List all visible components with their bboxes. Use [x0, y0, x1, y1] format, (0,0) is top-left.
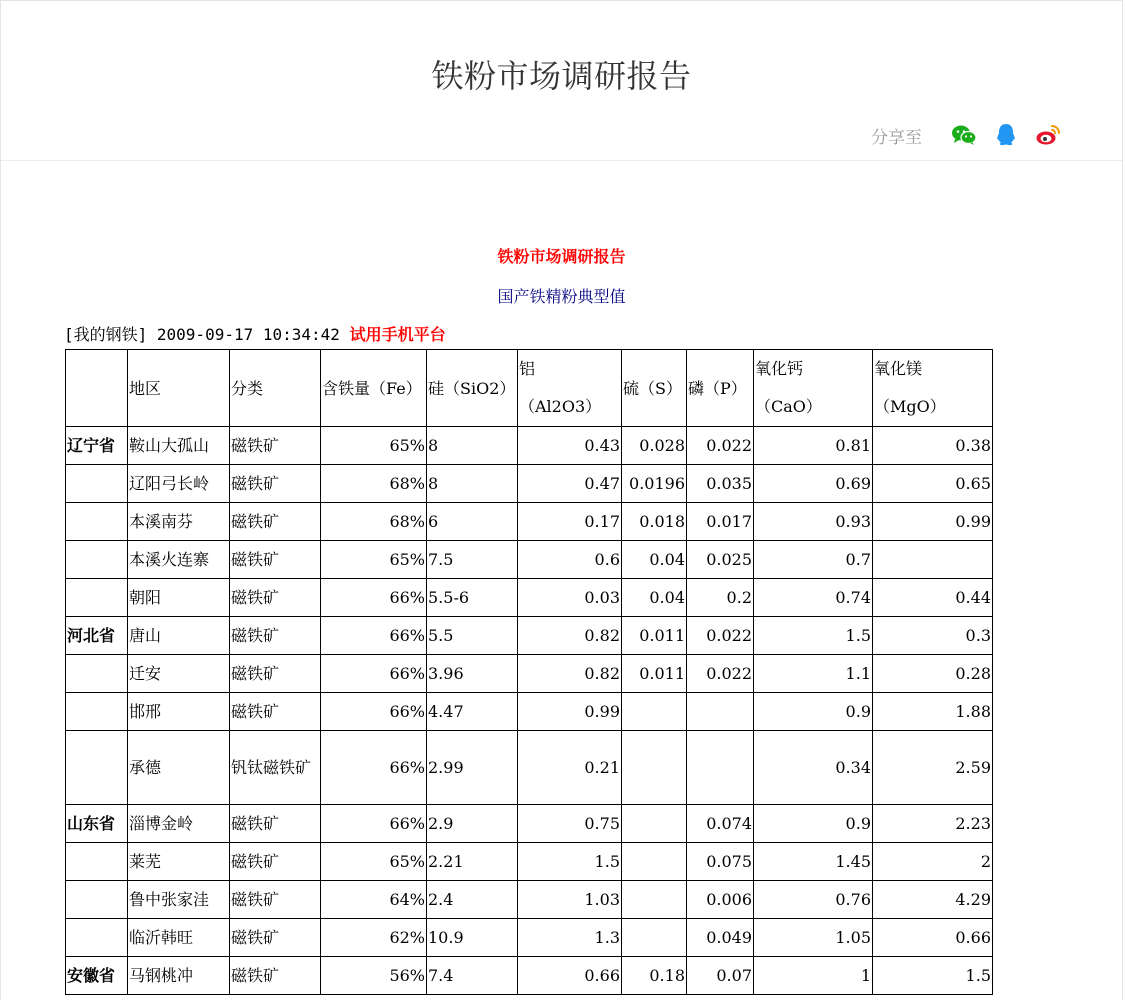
cell-al2o3: 1.03: [518, 881, 622, 919]
cell-ore-type: 磁铁矿: [230, 503, 321, 541]
cell-p: 0.025: [687, 541, 754, 579]
cell-p: 0.022: [687, 427, 754, 465]
cell-cao: 0.74: [754, 579, 873, 617]
cell-fe: 65%: [321, 843, 427, 881]
cell-ore-type: 磁铁矿: [230, 579, 321, 617]
cell-fe: 65%: [321, 541, 427, 579]
table-row: [66, 503, 993, 541]
cell-mgo: 1.5: [873, 957, 993, 995]
cell-region: 承德: [128, 731, 230, 805]
header-mgo-line1: 氧化镁: [874, 359, 923, 378]
cell-fe: 56%: [321, 957, 427, 995]
cell-cao: 0.76: [754, 881, 873, 919]
cell-s: [622, 731, 687, 805]
table-row: [66, 731, 993, 805]
header-cell-sio2: 硅（SiO2）: [427, 350, 518, 427]
cell-s: 0.018: [622, 503, 687, 541]
cell-s: [622, 919, 687, 957]
cell-province: [66, 731, 128, 805]
cell-s: 0.04: [622, 541, 687, 579]
cell-ore-type: 磁铁矿: [230, 541, 321, 579]
cell-province: [66, 655, 128, 693]
cell-sio2: 2.4: [427, 881, 518, 919]
cell-ore-type: 磁铁矿: [230, 881, 321, 919]
cell-al2o3: 1.5: [518, 843, 622, 881]
header-cao-line2: （CaO）: [755, 397, 822, 416]
cell-region: 马钢桃冲: [128, 957, 230, 995]
cell-fe: 66%: [321, 579, 427, 617]
cell-mgo: 2.59: [873, 731, 993, 805]
article-title: 铁粉市场调研报告: [497, 247, 626, 266]
cell-region: 邯邢: [128, 693, 230, 731]
cell-p: 0.049: [687, 919, 754, 957]
header-mgo-line2: （MgO）: [874, 397, 946, 416]
cell-p: 0.022: [687, 617, 754, 655]
cell-ore-type: 磁铁矿: [230, 427, 321, 465]
cell-mgo: 0.38: [873, 427, 993, 465]
cell-province: 安徽省: [66, 957, 128, 995]
header-cell-fe: 含铁量（Fe）: [321, 350, 427, 427]
cell-ore-type: 钒钛磁铁矿: [230, 731, 321, 805]
table-row: [66, 693, 993, 731]
cell-al2o3: 0.75: [518, 805, 622, 843]
table-row: [66, 579, 993, 617]
cell-al2o3: 0.17: [518, 503, 622, 541]
cell-province: [66, 881, 128, 919]
cell-fe: 68%: [321, 503, 427, 541]
cell-province: [66, 843, 128, 881]
cell-region: 莱芜: [128, 843, 230, 881]
header-cell-p: 磷（P）: [687, 350, 754, 427]
cell-region: 唐山: [128, 617, 230, 655]
cell-ore-type: 磁铁矿: [230, 843, 321, 881]
cell-s: [622, 881, 687, 919]
cell-mgo: 0.65: [873, 465, 993, 503]
cell-s: 0.011: [622, 655, 687, 693]
wechat-icon[interactable]: [950, 121, 978, 149]
cell-p: 0.006: [687, 881, 754, 919]
cell-cao: 1.05: [754, 919, 873, 957]
header-cell-type: 分类: [230, 350, 321, 427]
cell-p: 0.07: [687, 957, 754, 995]
cell-p: 0.017: [687, 503, 754, 541]
cell-mgo: 0.66: [873, 919, 993, 957]
share-label: 分享至: [871, 127, 922, 148]
cell-mgo: 0.44: [873, 579, 993, 617]
cell-cao: 0.81: [754, 427, 873, 465]
table-row: [66, 617, 993, 655]
cell-ore-type: 磁铁矿: [230, 919, 321, 957]
cell-fe: 68%: [321, 465, 427, 503]
cell-mgo: 0.3: [873, 617, 993, 655]
cell-mgo: [873, 541, 993, 579]
cell-ore-type: 磁铁矿: [230, 805, 321, 843]
cell-region: 迁安: [128, 655, 230, 693]
cell-s: [622, 693, 687, 731]
cell-al2o3: 0.99: [518, 693, 622, 731]
cell-sio2: 4.47: [427, 693, 518, 731]
cell-region: 临沂韩旺: [128, 919, 230, 957]
header-cell-mgo: [873, 350, 993, 427]
header-cell-cao: [754, 350, 873, 427]
cell-sio2: 7.5: [427, 541, 518, 579]
cell-sio2: 2.99: [427, 731, 518, 805]
cell-region: 朝阳: [128, 579, 230, 617]
cell-mgo: 1.88: [873, 693, 993, 731]
cell-mgo: 2: [873, 843, 993, 881]
table-header-row: [66, 350, 993, 427]
header-al-line1: 铝: [519, 359, 536, 378]
cell-fe: 66%: [321, 805, 427, 843]
cell-fe: 64%: [321, 881, 427, 919]
cell-cao: 1: [754, 957, 873, 995]
cell-sio2: 6: [427, 503, 518, 541]
cell-cao: 0.34: [754, 731, 873, 805]
cell-cao: 0.7: [754, 541, 873, 579]
cell-region: 辽阳弓长岭: [128, 465, 230, 503]
cell-fe: 65%: [321, 427, 427, 465]
cell-p: 0.2: [687, 579, 754, 617]
cell-province: [66, 693, 128, 731]
page-header: [1, 1, 1122, 161]
cell-p: [687, 731, 754, 805]
table-row: [66, 427, 993, 465]
cell-province: 辽宁省: [66, 427, 128, 465]
header-cell-s: 硫（S）: [622, 350, 687, 427]
cell-mgo: 4.29: [873, 881, 993, 919]
table-row: [66, 881, 993, 919]
cell-cao: 1.5: [754, 617, 873, 655]
cell-region: 鲁中张家洼: [128, 881, 230, 919]
header-cell-al2o3: [518, 350, 622, 427]
cell-mgo: 0.99: [873, 503, 993, 541]
cell-p: 0.074: [687, 805, 754, 843]
cell-sio2: 7.4: [427, 957, 518, 995]
cell-fe: 66%: [321, 617, 427, 655]
cell-fe: 66%: [321, 693, 427, 731]
cell-province: [66, 465, 128, 503]
article-meta: [64, 322, 446, 345]
cell-cao: 0.9: [754, 693, 873, 731]
cell-p: 0.075: [687, 843, 754, 881]
table-row: [66, 655, 993, 693]
cell-p: 0.035: [687, 465, 754, 503]
cell-cao: 1.1: [754, 655, 873, 693]
cell-sio2: 2.9: [427, 805, 518, 843]
cell-s: 0.18: [622, 957, 687, 995]
cell-al2o3: 0.47: [518, 465, 622, 503]
cell-mgo: 0.28: [873, 655, 993, 693]
cell-province: 河北省: [66, 617, 128, 655]
cell-province: [66, 541, 128, 579]
mobile-platform-link[interactable]: 试用手机平台: [349, 325, 446, 344]
article-subtitle: 国产铁精粉典型值: [497, 287, 626, 306]
header-al-line2: （Al2O3）: [519, 397, 602, 416]
header-cao-line1: 氧化钙: [755, 359, 804, 378]
cell-cao: 0.9: [754, 805, 873, 843]
cell-sio2: 3.96: [427, 655, 518, 693]
cell-al2o3: 0.21: [518, 731, 622, 805]
cell-s: 0.04: [622, 579, 687, 617]
table-row: [66, 957, 993, 995]
cell-cao: 0.69: [754, 465, 873, 503]
cell-s: [622, 843, 687, 881]
cell-cao: 0.93: [754, 503, 873, 541]
table-row: [66, 465, 993, 503]
cell-fe: 66%: [321, 655, 427, 693]
cell-region: 淄博金岭: [128, 805, 230, 843]
share-bar: [871, 121, 1062, 149]
cell-s: [622, 805, 687, 843]
cell-province: [66, 579, 128, 617]
cell-p: [687, 693, 754, 731]
cell-al2o3: 0.6: [518, 541, 622, 579]
cell-region: 本溪南芬: [128, 503, 230, 541]
cell-region: 鞍山大孤山: [128, 427, 230, 465]
cell-ore-type: 磁铁矿: [230, 693, 321, 731]
cell-al2o3: 0.66: [518, 957, 622, 995]
table-row: [66, 805, 993, 843]
cell-al2o3: 1.3: [518, 919, 622, 957]
cell-al2o3: 0.82: [518, 655, 622, 693]
cell-fe: 66%: [321, 731, 427, 805]
cell-s: 0.011: [622, 617, 687, 655]
cell-cao: 1.45: [754, 843, 873, 881]
page-title: 铁粉市场调研报告: [431, 57, 692, 95]
cell-fe: 62%: [321, 919, 427, 957]
cell-sio2: 10.9: [427, 919, 518, 957]
weibo-icon[interactable]: [1034, 121, 1062, 149]
cell-sio2: 8: [427, 427, 518, 465]
cell-al2o3: 0.82: [518, 617, 622, 655]
cell-sio2: 8: [427, 465, 518, 503]
cell-sio2: 5.5: [427, 617, 518, 655]
cell-al2o3: 0.03: [518, 579, 622, 617]
cell-ore-type: 磁铁矿: [230, 465, 321, 503]
cell-ore-type: 磁铁矿: [230, 655, 321, 693]
cell-province: [66, 919, 128, 957]
table-row: [66, 843, 993, 881]
cell-mgo: 2.23: [873, 805, 993, 843]
cell-sio2: 2.21: [427, 843, 518, 881]
cell-province: [66, 503, 128, 541]
qq-icon[interactable]: [992, 121, 1020, 149]
cell-ore-type: 磁铁矿: [230, 957, 321, 995]
cell-ore-type: 磁铁矿: [230, 617, 321, 655]
cell-al2o3: 0.43: [518, 427, 622, 465]
cell-s: 0.0196: [622, 465, 687, 503]
cell-province: 山东省: [66, 805, 128, 843]
table-row: [66, 919, 993, 957]
cell-p: 0.022: [687, 655, 754, 693]
iron-concentrate-table: [65, 349, 993, 995]
article-source-date: [我的钢铁] 2009-09-17 10:34:42: [64, 325, 350, 344]
cell-sio2: 5.5-6: [427, 579, 518, 617]
table-row: [66, 541, 993, 579]
cell-region: 本溪火连寨: [128, 541, 230, 579]
header-cell-region: 地区: [128, 350, 230, 427]
header-cell: [66, 350, 128, 427]
cell-s: 0.028: [622, 427, 687, 465]
